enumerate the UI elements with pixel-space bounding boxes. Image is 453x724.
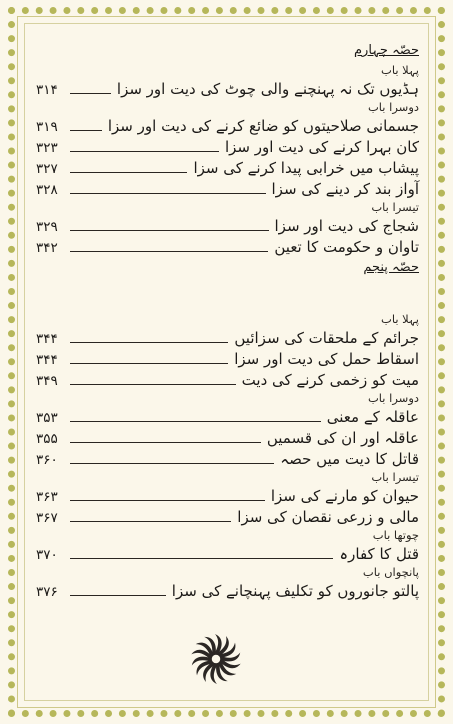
toc-entry-title: حیوان کو مارنے کی سزا: [270, 487, 419, 505]
toc-entry: [36, 157, 419, 178]
part-heading: حصّہ پنجم: [363, 260, 419, 275]
chapter-label: پہلا باب: [381, 312, 419, 326]
toc-entry-title: شجاج کی دیت اور سزا: [274, 217, 419, 235]
toc-page-number: ۳۶۷: [36, 510, 58, 526]
toc-entry: [36, 369, 419, 390]
toc-leader-line: [70, 595, 166, 596]
toc-entry-title: پیشاب میں خرابی پیدا کرنے کی سزا: [193, 159, 419, 177]
toc-leader-line: [70, 151, 219, 152]
toc-page-number: ۳۶۳: [36, 489, 58, 505]
toc-entry: [36, 78, 419, 99]
toc-page-number: ۳۴۴: [36, 331, 58, 347]
table-of-contents: [36, 40, 419, 601]
toc-entry: [36, 448, 419, 469]
chapter-label: پانچواں باب: [362, 565, 419, 579]
toc-entry: [36, 236, 419, 257]
toc-entry-title: پالتو جانوروں کو تکلیف پہنچانے کی سزا: [171, 582, 419, 600]
toc-entry-title: آواز بند کر دینے کی سزا: [271, 180, 419, 198]
toc-leader-line: [70, 193, 266, 194]
chapter-label: چوتھا باب: [372, 528, 419, 542]
toc-page-number: ۳۵۳: [36, 410, 58, 426]
chapter-label: تیسرا باب: [371, 200, 419, 214]
toc-leader-line: [70, 363, 228, 364]
toc-page-number: ۳۵۵: [36, 431, 58, 447]
part-heading: حصّہ چہارم: [354, 43, 419, 58]
toc-entry-title: ہڈیوں تک نہ پہنچنے والی چوٹ کی دیت اور سزا: [116, 80, 419, 98]
toc-leader-line: [70, 558, 333, 559]
toc-entry-title: تاوان و حکومت کا تعین: [274, 238, 419, 256]
chapter-label: پہلا باب: [381, 63, 419, 77]
toc-leader-line: [70, 130, 102, 131]
toc-page-number: ۳۷۶: [36, 584, 58, 600]
toc-page-number: ۳۷۰: [36, 547, 58, 563]
chapter-label: دوسرا باب: [367, 391, 419, 405]
chapter-label: دوسرا باب: [367, 100, 419, 114]
toc-entry: [36, 427, 419, 448]
toc-entry: [36, 115, 419, 136]
toc-leader-line: [70, 500, 265, 501]
toc-entry: [36, 215, 419, 236]
toc-leader-line: [70, 172, 187, 173]
toc-entry-title: عاقلہ کے معنی: [326, 408, 419, 426]
toc-leader-line: [70, 230, 269, 231]
toc-page-number: ۳۴۹: [36, 373, 58, 389]
toc-entry: [36, 136, 419, 157]
toc-entry: [36, 348, 419, 369]
toc-leader-line: [70, 421, 321, 422]
toc-page-number: ۳۱۴: [36, 82, 58, 98]
toc-entry: [36, 485, 419, 506]
toc-entry-title: جرائم کے ملحقات کی سزائیں: [234, 329, 419, 347]
toc-entry: [36, 178, 419, 199]
toc-entry: [36, 327, 419, 348]
toc-entry-title: جسمانی صلاحیتوں کو ضائع کرنے کی دیت اور سزا: [107, 117, 419, 135]
rosette-center: [212, 655, 220, 663]
toc-entry-title: عاقلہ اور ان کی قسمیں: [266, 429, 419, 447]
toc-leader-line: [70, 93, 111, 94]
toc-entry-title: قاتل کا دیت میں حصہ: [280, 450, 419, 468]
toc-page-number: ۳۴۲: [36, 240, 58, 256]
spacer: [36, 279, 419, 311]
toc-entry-title: کان بہرا کرنے کی دیت اور سزا: [224, 138, 419, 156]
toc-page-number: ۳۲۷: [36, 161, 58, 177]
toc-entry-title: اسقاط حمل کی دیت اور سزا: [234, 350, 419, 368]
toc-page-number: ۳۴۴: [36, 352, 58, 368]
toc-entry: [36, 406, 419, 427]
toc-entry-title: قتل کا کفارہ: [339, 545, 419, 563]
toc-page-number: ۳۲۹: [36, 219, 58, 235]
toc-leader-line: [70, 251, 268, 252]
toc-page-number: ۳۶۰: [36, 452, 58, 468]
toc-page-number: ۳۲۳: [36, 140, 58, 156]
toc-page-number: ۳۱۹: [36, 119, 58, 135]
swirl-rosette-icon: [190, 633, 242, 685]
toc-entry: [36, 506, 419, 527]
toc-entry-title: مالی و زرعی نقصان کی سزا: [237, 508, 419, 526]
toc-leader-line: [70, 442, 261, 443]
toc-leader-line: [70, 384, 236, 385]
toc-leader-line: [70, 342, 228, 343]
toc-entry: [36, 580, 419, 601]
toc-entry: [36, 543, 419, 564]
toc-leader-line: [70, 463, 274, 464]
toc-entry-title: میت کو زخمی کرنے کی دیت: [241, 371, 419, 389]
toc-leader-line: [70, 521, 231, 522]
chapter-label: تیسرا باب: [371, 470, 419, 484]
toc-page-number: ۳۲۸: [36, 182, 58, 198]
